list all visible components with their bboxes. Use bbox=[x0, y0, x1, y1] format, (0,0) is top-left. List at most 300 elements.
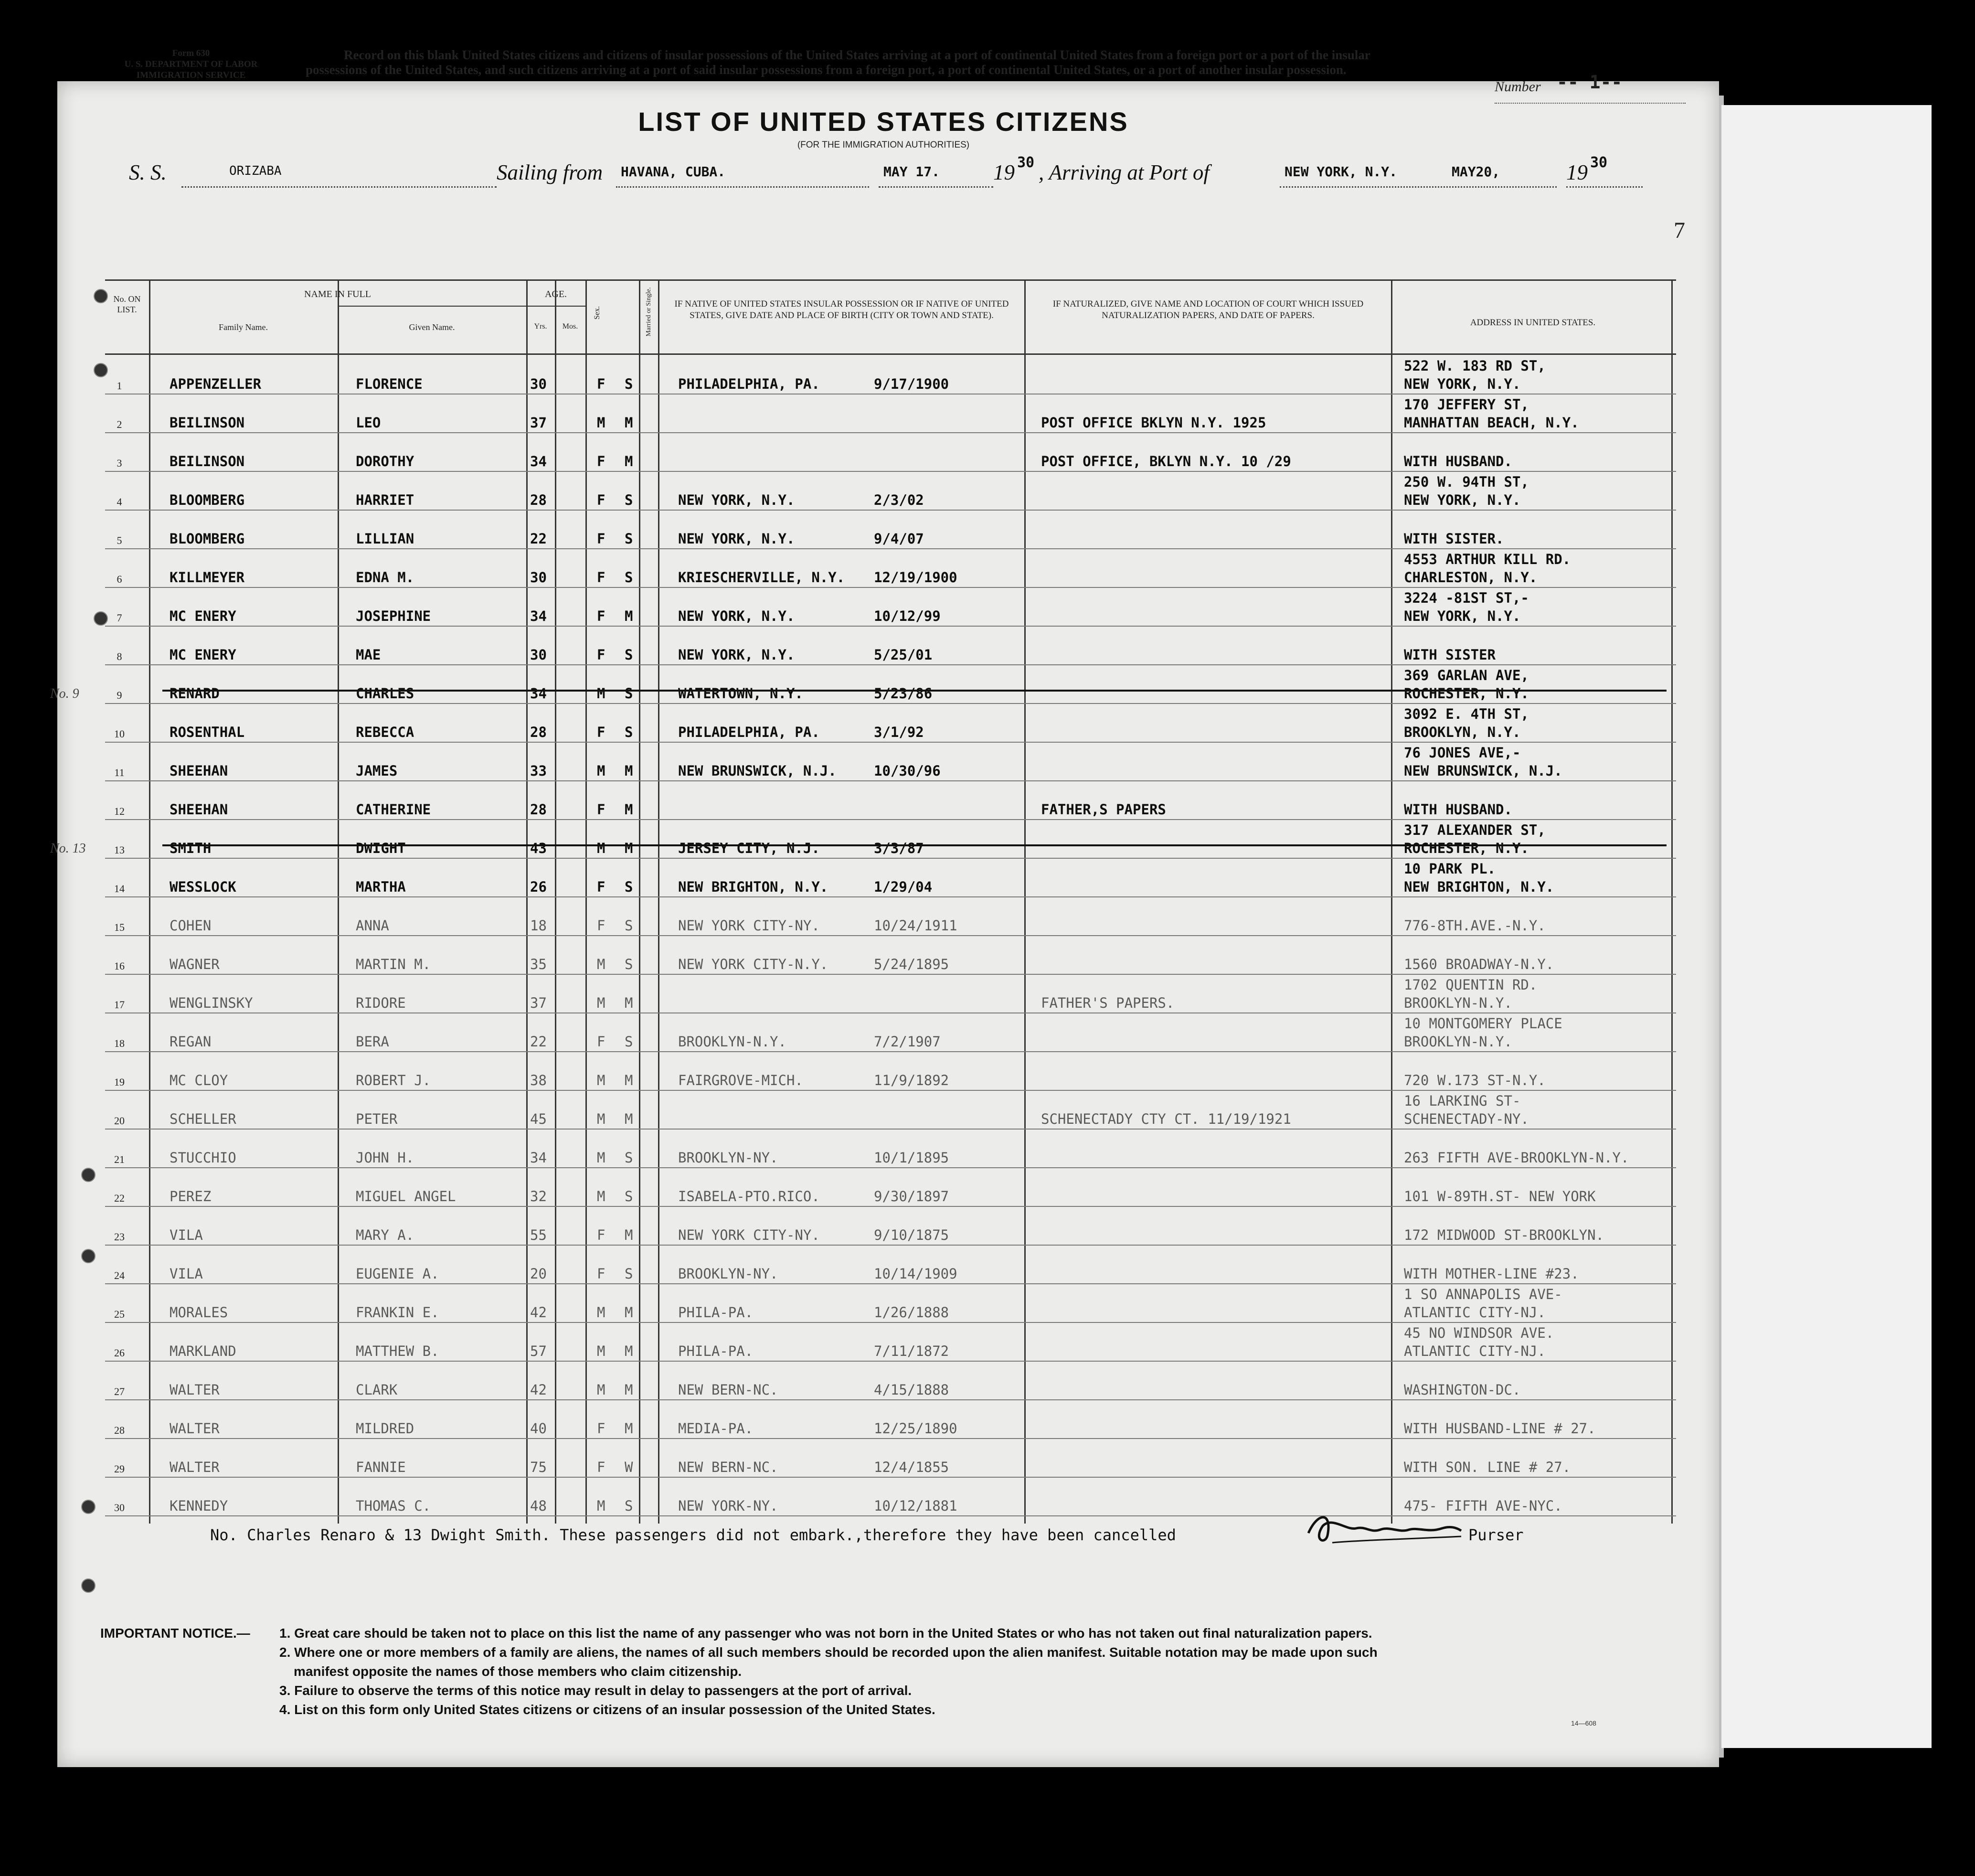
cancel-strike bbox=[162, 690, 1667, 692]
from-line bbox=[616, 186, 869, 188]
cell-address-line2: WASHINGTON-DC. bbox=[1404, 1382, 1521, 1398]
sail-date: MAY 17. bbox=[883, 164, 940, 180]
cell-given: CLARK bbox=[356, 1382, 398, 1398]
cell-age: 30 bbox=[530, 647, 547, 663]
cell-naturalization: POST OFFICE, BKLYN N.Y. 10 /29 bbox=[1041, 453, 1291, 469]
cell-birth-place: FAIRGROVE-MICH. bbox=[678, 1072, 803, 1088]
cell-no: 5 bbox=[117, 534, 122, 546]
cell-family: SCHELLER bbox=[170, 1111, 236, 1127]
cell-birth-date: 1/29/04 bbox=[874, 879, 933, 895]
cell-ms: M bbox=[625, 415, 633, 431]
arrive-year-prefix: 19 bbox=[1566, 160, 1588, 184]
cell-no: 21 bbox=[114, 1153, 125, 1165]
cell-address-line2: BROOKLYN-N.Y. bbox=[1404, 995, 1512, 1011]
cell-address-line2: 101 W-89TH.ST- NEW YORK bbox=[1404, 1188, 1596, 1204]
cell-ms: M bbox=[625, 1227, 633, 1243]
cell-ms: S bbox=[625, 1266, 633, 1282]
cell-address-line2: WITH SON. LINE # 27. bbox=[1404, 1459, 1571, 1475]
table-row bbox=[105, 1362, 1676, 1400]
cell-no: 11 bbox=[114, 767, 125, 778]
cell-no: 24 bbox=[114, 1269, 125, 1281]
cell-birth-date: 7/2/1907 bbox=[874, 1034, 941, 1050]
cell-birth-place: BROOKLYN-NY. bbox=[678, 1150, 778, 1166]
cell-no: 4 bbox=[117, 496, 122, 508]
table-row bbox=[105, 1130, 1676, 1168]
cell-age: 28 bbox=[530, 724, 547, 740]
cell-given: MIGUEL ANGEL bbox=[356, 1188, 456, 1204]
cell-family: BEILINSON bbox=[170, 415, 245, 431]
cell-family: PEREZ bbox=[170, 1188, 212, 1204]
cell-given: HARRIET bbox=[356, 492, 414, 508]
col-married: Married or Single. bbox=[645, 287, 652, 337]
cell-address-line2: MANHATTAN BEACH, N.Y. bbox=[1404, 415, 1579, 431]
cell-given: JOSEPHINE bbox=[356, 608, 431, 624]
cell-family: WALTER bbox=[170, 1420, 220, 1437]
cell-sex: M bbox=[597, 1150, 605, 1166]
cell-family: BLOOMBERG bbox=[170, 492, 245, 508]
cell-birth-place: ISABELA-PTO.RICO. bbox=[678, 1188, 820, 1204]
cell-birth-place: NEW BRIGHTON, N.Y. bbox=[678, 879, 828, 895]
cell-family: VILA bbox=[170, 1266, 203, 1282]
cell-birth-date: 11/9/1892 bbox=[874, 1072, 949, 1088]
cancellation-note: No. Charles Renaro & 13 Dwight Smith. These passengers did not embark.,therefore they have been cancelled bbox=[210, 1526, 1176, 1544]
col-naturalized: IF NATURALIZED, GIVE NAME AND LOCATION OF COURT WHICH ISSUED NATURALIZATION PAPERS, AND DATE OF PAPERS. bbox=[1052, 299, 1364, 320]
cell-ms: M bbox=[625, 1382, 633, 1398]
cell-birth-date: 12/19/1900 bbox=[874, 569, 957, 586]
cell-family: SHEEHAN bbox=[170, 801, 228, 818]
cell-given: DWIGHT bbox=[356, 840, 406, 856]
date2-line bbox=[1566, 186, 1643, 188]
cell-address-line1: 369 GARLAN AVE, bbox=[1404, 667, 1529, 683]
cell-given: JAMES bbox=[356, 763, 398, 779]
table-row bbox=[105, 549, 1676, 587]
cell-sex: M bbox=[597, 956, 605, 972]
col-address: ADDRESS IN UNITED STATES. bbox=[1470, 318, 1596, 328]
cell-birth-date: 3/3/87 bbox=[874, 840, 924, 856]
cell-given: CATHERINE bbox=[356, 801, 431, 818]
cell-sex: M bbox=[597, 1188, 605, 1204]
cell-ms: S bbox=[625, 917, 633, 934]
cell-ms: S bbox=[625, 956, 633, 972]
cell-birth-place: PHILA-PA. bbox=[678, 1304, 754, 1321]
number-line bbox=[1495, 103, 1686, 104]
table-row bbox=[105, 1052, 1676, 1090]
cell-age: 33 bbox=[530, 763, 547, 779]
ss-label: S. S. bbox=[129, 160, 167, 184]
cell-address-line1: 317 ALEXANDER ST, bbox=[1404, 822, 1546, 838]
cell-family: STUCCHIO bbox=[170, 1150, 236, 1166]
cell-birth-place: NEW YORK CITY-NY. bbox=[678, 1227, 820, 1243]
cell-birth-place: PHILADELPHIA, PA. bbox=[678, 724, 820, 740]
cell-given: RIDORE bbox=[356, 995, 406, 1011]
cell-address-line1: 10 PARK PL. bbox=[1404, 861, 1496, 877]
cell-sex: F bbox=[597, 608, 605, 624]
cell-address-line2: WITH HUSBAND. bbox=[1404, 801, 1512, 818]
cell-ms: M bbox=[625, 1420, 633, 1437]
ship-line bbox=[181, 186, 497, 188]
cell-ms: S bbox=[625, 647, 633, 663]
cell-birth-place: NEW YORK, N.Y. bbox=[678, 608, 795, 624]
cell-family: COHEN bbox=[170, 917, 212, 934]
table-row bbox=[105, 627, 1676, 665]
cell-address-line2: NEW BRUNSWICK, N.J. bbox=[1404, 763, 1562, 779]
cell-age: 37 bbox=[530, 995, 547, 1011]
table-row bbox=[105, 511, 1676, 549]
cell-age: 48 bbox=[530, 1498, 547, 1514]
cell-birth-place: NEW YORK, N.Y. bbox=[678, 531, 795, 547]
col-birth: IF NATIVE OF UNITED STATES INSULAR POSSESSION OR IF NATIVE OF UNITED STATES, GIVE DATE AND PLACE OF BIRTH (CITY OR TOWN AND STATE). bbox=[674, 299, 1009, 320]
cell-age: 28 bbox=[530, 801, 547, 818]
cell-sex: M bbox=[597, 995, 605, 1011]
cell-given: EDNA M. bbox=[356, 569, 414, 586]
cell-sex: F bbox=[597, 1034, 605, 1050]
cell-given: MARTHA bbox=[356, 879, 406, 895]
notice-item: 1. Great care should be taken not to place on this list the name of any passenger who was not born in the United States or who has not taken out final naturalization papers. bbox=[279, 1626, 1372, 1641]
cell-address-line2: 475- FIFTH AVE-NYC. bbox=[1404, 1498, 1562, 1514]
cell-address-line1: 170 JEFFERY ST, bbox=[1404, 396, 1529, 413]
cell-given: LEO bbox=[356, 415, 381, 431]
cell-family: APPENZELLER bbox=[170, 376, 262, 392]
number-label: Number bbox=[1495, 79, 1541, 95]
cell-given: PETER bbox=[356, 1111, 398, 1127]
table-row bbox=[105, 1400, 1676, 1439]
cell-family: REGAN bbox=[170, 1034, 212, 1050]
table-row bbox=[50, 665, 1676, 704]
cell-address-line1: 10 MONTGOMERY PLACE bbox=[1404, 1015, 1562, 1032]
service: IMMIGRATION SERVICE bbox=[136, 70, 246, 80]
cell-age: 75 bbox=[530, 1459, 547, 1475]
table-row bbox=[105, 936, 1676, 974]
cell-sex: M bbox=[597, 763, 605, 779]
cell-no: 25 bbox=[114, 1308, 125, 1320]
cell-birth-place: NEW YORK, N.Y. bbox=[678, 647, 795, 663]
form-number: Form 630 bbox=[172, 48, 210, 58]
cell-ms: W bbox=[625, 1459, 633, 1475]
punch-hole bbox=[81, 1168, 96, 1182]
cell-sex: F bbox=[597, 1266, 605, 1282]
cell-birth-date: 10/14/1909 bbox=[874, 1266, 957, 1282]
cell-family: MC ENERY bbox=[170, 647, 236, 663]
cell-no: 19 bbox=[114, 1076, 125, 1088]
cell-sex: M bbox=[597, 1111, 605, 1127]
cell-age: 55 bbox=[530, 1227, 547, 1243]
arrive-year: 30 bbox=[1590, 154, 1608, 171]
cell-sex: F bbox=[597, 1459, 605, 1475]
cell-ms: S bbox=[625, 492, 633, 508]
voyage-line bbox=[129, 154, 1657, 189]
age-group-rule bbox=[526, 306, 585, 307]
cell-given: JOHN H. bbox=[356, 1150, 414, 1166]
cell-address-line2: BROOKLYN, N.Y. bbox=[1404, 724, 1521, 740]
cell-no: 3 bbox=[117, 457, 122, 469]
cancel-strike bbox=[162, 844, 1667, 846]
cell-address-line2: WITH SISTER bbox=[1404, 647, 1496, 663]
cell-family: VILA bbox=[170, 1227, 203, 1243]
table-row bbox=[105, 1207, 1676, 1245]
cell-birth-date: 3/1/92 bbox=[874, 724, 924, 740]
table-row bbox=[105, 1323, 1676, 1361]
page-title: LIST OF UNITED STATES CITIZENS bbox=[638, 107, 1129, 137]
cell-family: KENNEDY bbox=[170, 1498, 228, 1514]
cell-sex: M bbox=[597, 415, 605, 431]
cell-ms: M bbox=[625, 1072, 633, 1088]
cell-birth-place: NEW BRUNSWICK, N.J. bbox=[678, 763, 837, 779]
cell-no: 17 bbox=[114, 999, 125, 1011]
cell-age: 40 bbox=[530, 1420, 547, 1437]
passenger-table bbox=[50, 279, 1676, 1524]
cell-birth-date: 2/3/02 bbox=[874, 492, 924, 508]
cell-sex: F bbox=[597, 917, 605, 934]
col-sex: Sex. bbox=[593, 306, 601, 320]
table-row bbox=[105, 588, 1676, 626]
cell-sex: F bbox=[597, 647, 605, 663]
cell-birth-place: PHILADELPHIA, PA. bbox=[678, 376, 820, 392]
table-row bbox=[105, 1168, 1676, 1206]
cell-address-line2: SCHENECTADY-NY. bbox=[1404, 1111, 1529, 1127]
cell-ms: S bbox=[625, 531, 633, 547]
cell-given: MATTHEW B. bbox=[356, 1343, 439, 1359]
cell-naturalization: FATHER'S PAPERS. bbox=[1041, 995, 1175, 1011]
cell-given: EUGENIE A. bbox=[356, 1266, 439, 1282]
cell-ms: S bbox=[625, 376, 633, 392]
cell-given: BERA bbox=[356, 1034, 389, 1050]
cell-birth-place: NEW BERN-NC. bbox=[678, 1382, 778, 1398]
cell-sex: F bbox=[597, 492, 605, 508]
cell-birth-date: 10/30/96 bbox=[874, 763, 941, 779]
cell-age: 30 bbox=[530, 569, 547, 586]
cell-address-line1: 4553 ARTHUR KILL RD. bbox=[1404, 551, 1571, 567]
cell-age: 28 bbox=[530, 492, 547, 508]
cell-address-line2: 720 W.173 ST-N.Y. bbox=[1404, 1072, 1546, 1088]
cell-ms: M bbox=[625, 995, 633, 1011]
departure-port: HAVANA, CUBA. bbox=[621, 164, 726, 180]
col-given: Given Name. bbox=[409, 322, 455, 332]
table-row bbox=[50, 820, 1676, 858]
ship-name: ORIZABA bbox=[229, 164, 282, 178]
col-yrs: Yrs. bbox=[534, 322, 547, 330]
col-mos: Mos. bbox=[562, 322, 578, 330]
cell-age: 42 bbox=[530, 1382, 547, 1398]
cell-address-line2: NEW BRIGHTON, N.Y. bbox=[1404, 879, 1554, 895]
cell-family: KILLMEYER bbox=[170, 569, 245, 586]
cell-family: MARKLAND bbox=[170, 1343, 236, 1359]
cell-birth-date: 10/12/1881 bbox=[874, 1498, 957, 1514]
cell-birth-place: BROOKLYN-N.Y. bbox=[678, 1034, 786, 1050]
cancel-margin-note: No. 13 bbox=[50, 841, 86, 856]
cell-address-line2: 263 FIFTH AVE-BROOKLYN-N.Y. bbox=[1404, 1150, 1629, 1166]
cell-address-line2: 776-8TH.AVE.-N.Y. bbox=[1404, 917, 1546, 934]
cell-sex: M bbox=[597, 685, 605, 702]
col-family: Family Name. bbox=[219, 322, 268, 332]
table-row bbox=[105, 781, 1676, 820]
cell-naturalization: FATHER,S PAPERS bbox=[1041, 801, 1166, 818]
cell-no: 26 bbox=[114, 1347, 125, 1359]
cell-age: 45 bbox=[530, 1111, 547, 1127]
cell-given: MARY A. bbox=[356, 1227, 414, 1243]
cell-birth-place: NEW YORK-NY. bbox=[678, 1498, 778, 1514]
cell-given: FRANKIN E. bbox=[356, 1304, 439, 1321]
cell-no: 10 bbox=[114, 728, 125, 740]
purser-label: Purser bbox=[1468, 1526, 1524, 1544]
cell-address-line1: 16 LARKING ST- bbox=[1404, 1093, 1521, 1109]
cell-sex: F bbox=[597, 376, 605, 392]
cell-given: REBECCA bbox=[356, 724, 414, 740]
cell-address-line2: CHARLESTON, N.Y. bbox=[1404, 569, 1538, 586]
cell-birth-date: 9/10/1875 bbox=[874, 1227, 949, 1243]
cell-age: 32 bbox=[530, 1188, 547, 1204]
cell-age: 57 bbox=[530, 1343, 547, 1359]
cell-age: 34 bbox=[530, 608, 547, 624]
table-top-rule bbox=[105, 279, 1676, 281]
table-row bbox=[105, 472, 1676, 510]
punch-hole bbox=[81, 1578, 96, 1593]
cell-age: 43 bbox=[530, 840, 547, 856]
cell-ms: S bbox=[625, 879, 633, 895]
cell-birth-place: BROOKLYN-NY. bbox=[678, 1266, 778, 1282]
cell-address-line2: 1560 BROADWAY-N.Y. bbox=[1404, 956, 1554, 972]
cell-ms: S bbox=[625, 685, 633, 702]
table-row bbox=[105, 433, 1676, 471]
cell-age: 38 bbox=[530, 1072, 547, 1088]
cell-given: ROBERT J. bbox=[356, 1072, 431, 1088]
department: U. S. DEPARTMENT OF LABOR bbox=[124, 59, 258, 69]
cell-birth-place: NEW BERN-NC. bbox=[678, 1459, 778, 1475]
cell-no: 20 bbox=[114, 1115, 125, 1127]
cell-birth-date: 12/25/1890 bbox=[874, 1420, 957, 1437]
cell-sex: F bbox=[597, 453, 605, 469]
cell-address-line2: ROCHESTER, N.Y. bbox=[1404, 685, 1529, 702]
cell-ms: M bbox=[625, 763, 633, 779]
cell-age: 18 bbox=[530, 917, 547, 934]
col-no: No. ON LIST. bbox=[113, 294, 141, 314]
cell-naturalization: SCHENECTADY CTY CT. 11/19/1921 bbox=[1041, 1111, 1291, 1127]
cell-age: 34 bbox=[530, 1150, 547, 1166]
cell-age: 22 bbox=[530, 531, 547, 547]
cell-birth-date: 10/12/99 bbox=[874, 608, 941, 624]
cell-address-line1: 1 SO ANNAPOLIS AVE- bbox=[1404, 1286, 1562, 1302]
cell-age: 22 bbox=[530, 1034, 547, 1050]
cell-given: DOROTHY bbox=[356, 453, 414, 469]
arrive-date: MAY20, bbox=[1452, 164, 1500, 180]
cell-address-line2: NEW YORK, N.Y. bbox=[1404, 376, 1521, 392]
table-row bbox=[105, 743, 1676, 781]
table-row bbox=[105, 704, 1676, 742]
cell-family: BLOOMBERG bbox=[170, 531, 245, 547]
cell-sex: F bbox=[597, 531, 605, 547]
cell-sex: M bbox=[597, 1304, 605, 1321]
sail-year-prefix: 19 bbox=[993, 160, 1015, 184]
cell-address-line2: WITH HUSBAND. bbox=[1404, 453, 1512, 469]
cell-birth-place: NEW YORK CITY-NY. bbox=[678, 917, 820, 934]
date-line bbox=[879, 186, 993, 188]
cell-birth-date: 5/25/01 bbox=[874, 647, 933, 663]
cell-address-line2: BROOKLYN-N.Y. bbox=[1404, 1034, 1512, 1050]
cell-address-line1: 3224 -81ST ST,- bbox=[1404, 590, 1529, 606]
cancel-margin-note: No. 9 bbox=[50, 686, 79, 701]
cell-address-line1: 1702 QUENTIN RD. bbox=[1404, 977, 1538, 993]
cell-ms: M bbox=[625, 1343, 633, 1359]
cell-ms: S bbox=[625, 1188, 633, 1204]
cell-address-line2: 172 MIDWOOD ST-BROOKLYN. bbox=[1404, 1227, 1604, 1243]
table-row bbox=[105, 1439, 1676, 1477]
cell-sex: M bbox=[597, 1072, 605, 1088]
list-number: -- 1-- bbox=[1557, 72, 1623, 93]
cell-family: WALTER bbox=[170, 1459, 220, 1475]
cell-age: 20 bbox=[530, 1266, 547, 1282]
cell-sex: F bbox=[597, 879, 605, 895]
to-line bbox=[1280, 186, 1557, 188]
cell-birth-date: 10/1/1895 bbox=[874, 1150, 949, 1166]
cell-age: 35 bbox=[530, 956, 547, 972]
punch-hole bbox=[81, 1249, 96, 1263]
cell-address-line1: 45 NO WINDSOR AVE. bbox=[1404, 1325, 1554, 1341]
cell-sex: F bbox=[597, 801, 605, 818]
cell-ms: M bbox=[625, 840, 633, 856]
cell-age: 37 bbox=[530, 415, 547, 431]
col-age-group: AGE. bbox=[544, 289, 567, 299]
cell-birth-date: 10/24/1911 bbox=[874, 917, 957, 934]
cell-birth-date: 9/4/07 bbox=[874, 531, 924, 547]
cell-ms: S bbox=[625, 1034, 633, 1050]
cell-birth-place: NEW YORK, N.Y. bbox=[678, 492, 795, 508]
form-code: 14—608 bbox=[1571, 1719, 1596, 1727]
cell-family: WAGNER bbox=[170, 956, 220, 972]
cell-family: WENGLINSKY bbox=[170, 995, 253, 1011]
cell-address-line2: WITH SISTER. bbox=[1404, 531, 1504, 547]
cell-sex: F bbox=[597, 724, 605, 740]
cell-no: 6 bbox=[117, 573, 122, 585]
table-row bbox=[105, 356, 1676, 394]
cell-no: 7 bbox=[117, 612, 122, 624]
table-row bbox=[105, 1091, 1676, 1129]
cell-address-line2: ROCHESTER, N.Y. bbox=[1404, 840, 1529, 856]
cell-family: BEILINSON bbox=[170, 453, 245, 469]
cell-given: FANNIE bbox=[356, 1459, 406, 1475]
cell-no: 2 bbox=[117, 418, 122, 430]
cell-address-line2: NEW YORK, N.Y. bbox=[1404, 492, 1521, 508]
cell-age: 34 bbox=[530, 685, 547, 702]
cell-sex: F bbox=[597, 1227, 605, 1243]
notice-item: 4. List on this form only United States citizens or citizens of an insular possession of the United States. bbox=[279, 1702, 935, 1717]
cell-given: ANNA bbox=[356, 917, 389, 934]
cell-given: FLORENCE bbox=[356, 376, 423, 392]
cell-age: 30 bbox=[530, 376, 547, 392]
cell-birth-date: 12/4/1855 bbox=[874, 1459, 949, 1475]
cell-age: 42 bbox=[530, 1304, 547, 1321]
cell-no: 14 bbox=[114, 883, 125, 895]
cell-no: 1 bbox=[117, 380, 122, 392]
cell-given: MILDRED bbox=[356, 1420, 414, 1437]
cell-no: 30 bbox=[114, 1502, 125, 1514]
cell-no: 16 bbox=[114, 960, 125, 972]
cell-birth-date: 5/23/86 bbox=[874, 685, 933, 702]
cell-no: 18 bbox=[114, 1037, 125, 1049]
cell-no: 23 bbox=[114, 1231, 125, 1243]
cell-ms: M bbox=[625, 1111, 633, 1127]
page-mark: 7 bbox=[1674, 218, 1685, 243]
cell-sex: M bbox=[597, 1382, 605, 1398]
adjacent-page bbox=[1721, 105, 1932, 1748]
cell-sex: M bbox=[597, 1343, 605, 1359]
cell-age: 34 bbox=[530, 453, 547, 469]
cell-given: MAE bbox=[356, 647, 381, 663]
cell-ms: M bbox=[625, 608, 633, 624]
notice-items bbox=[279, 1624, 1750, 1719]
table-row bbox=[105, 1246, 1676, 1284]
cell-family: MC CLOY bbox=[170, 1072, 228, 1088]
cell-no: 27 bbox=[114, 1386, 125, 1397]
cell-address-line1: 522 W. 183 RD ST, bbox=[1404, 358, 1546, 374]
